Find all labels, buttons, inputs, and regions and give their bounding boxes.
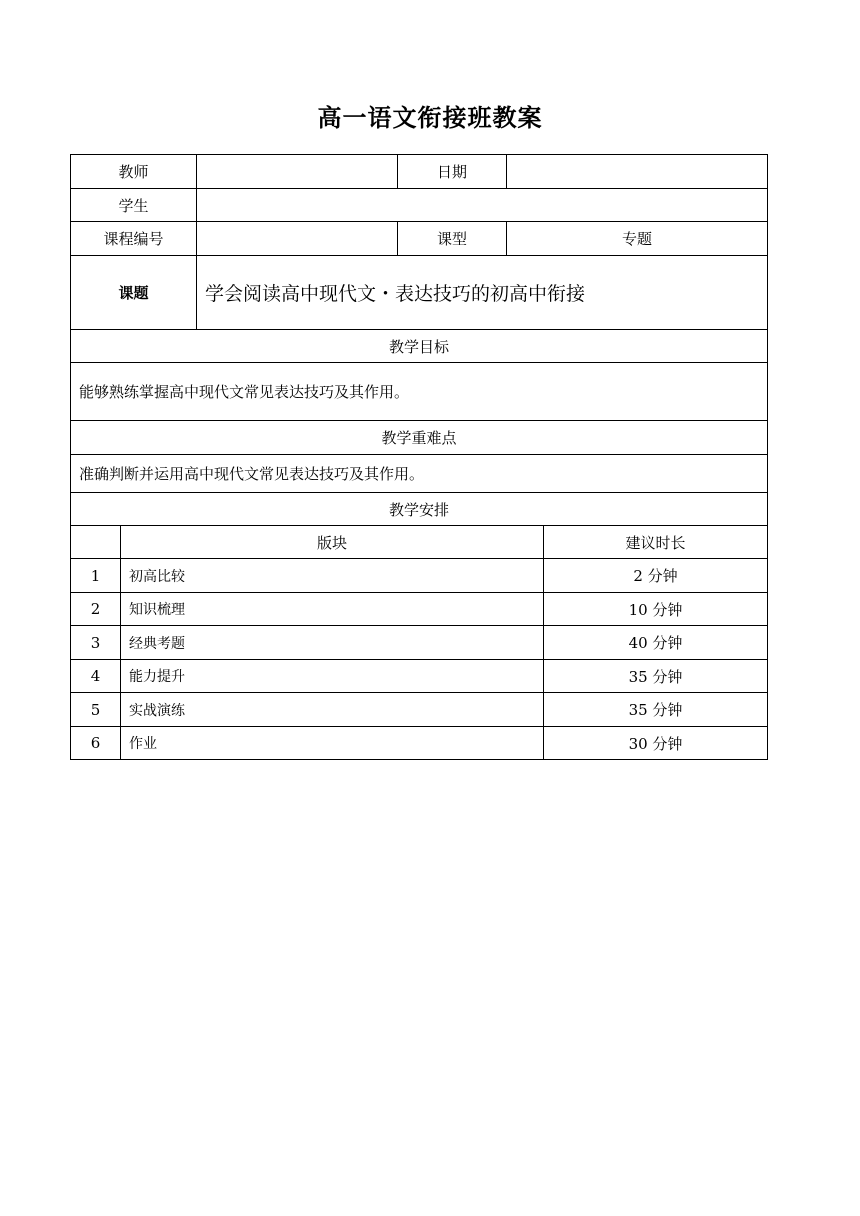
table-row — [71, 626, 768, 660]
objective-header-row — [71, 330, 768, 363]
schedule-header: 教学安排 — [71, 493, 768, 526]
table-row — [71, 727, 768, 760]
course-type-value: 专题 — [507, 222, 768, 256]
topic-value: 学会阅读高中现代文・表达技巧的初高中衔接 — [197, 256, 768, 330]
schedule-table — [70, 525, 768, 760]
schedule-column-header-row — [71, 526, 768, 559]
block-name: 能力提升 — [121, 660, 544, 693]
block-name: 知识梳理 — [121, 593, 544, 626]
objective-row — [71, 363, 768, 421]
keypoints-text: 准确判断并运用高中现代文常见表达技巧及其作用。 — [71, 455, 768, 493]
block-name: 作业 — [121, 727, 544, 760]
topic-label: 课题 — [71, 256, 197, 330]
course-row — [71, 222, 768, 256]
teacher-label: 教师 — [71, 155, 197, 189]
table-row — [71, 559, 768, 593]
row-number: 3 — [71, 626, 121, 660]
column-header-duration: 建议时长 — [544, 526, 768, 559]
student-field[interactable] — [197, 189, 768, 222]
block-name: 经典考题 — [121, 626, 544, 660]
lesson-info-table — [70, 154, 768, 526]
duration: 40 分钟 — [544, 626, 768, 660]
table-row — [71, 660, 768, 693]
topic-row — [71, 256, 768, 330]
block-name: 实战演练 — [121, 693, 544, 727]
column-header-no — [71, 526, 121, 559]
table-row — [71, 593, 768, 626]
duration: 2 分钟 — [544, 559, 768, 593]
objective-text: 能够熟练掌握高中现代文常见表达技巧及其作用。 — [71, 363, 768, 421]
row-number: 4 — [71, 660, 121, 693]
row-number: 1 — [71, 559, 121, 593]
duration: 10 分钟 — [544, 593, 768, 626]
objective-header: 教学目标 — [71, 330, 768, 363]
row-number: 6 — [71, 727, 121, 760]
column-header-block: 版块 — [121, 526, 544, 559]
student-label: 学生 — [71, 189, 197, 222]
course-no-field[interactable] — [197, 222, 398, 256]
teacher-field[interactable] — [197, 155, 398, 189]
schedule-header-row — [71, 493, 768, 526]
block-name: 初高比较 — [121, 559, 544, 593]
keypoints-header: 教学重难点 — [71, 421, 768, 455]
date-label: 日期 — [398, 155, 507, 189]
course-no-label: 课程编号 — [71, 222, 197, 256]
row-number: 2 — [71, 593, 121, 626]
page-title: 高一语文衔接班教案 — [317, 104, 543, 132]
teacher-row — [71, 155, 768, 189]
row-number: 5 — [71, 693, 121, 727]
table-row — [71, 693, 768, 727]
course-type-label: 课型 — [398, 222, 507, 256]
duration: 30 分钟 — [544, 727, 768, 760]
duration: 35 分钟 — [544, 660, 768, 693]
date-field[interactable] — [507, 155, 768, 189]
keypoints-row — [71, 455, 768, 493]
duration: 35 分钟 — [544, 693, 768, 727]
student-row — [71, 189, 768, 222]
keypoints-header-row — [71, 421, 768, 455]
